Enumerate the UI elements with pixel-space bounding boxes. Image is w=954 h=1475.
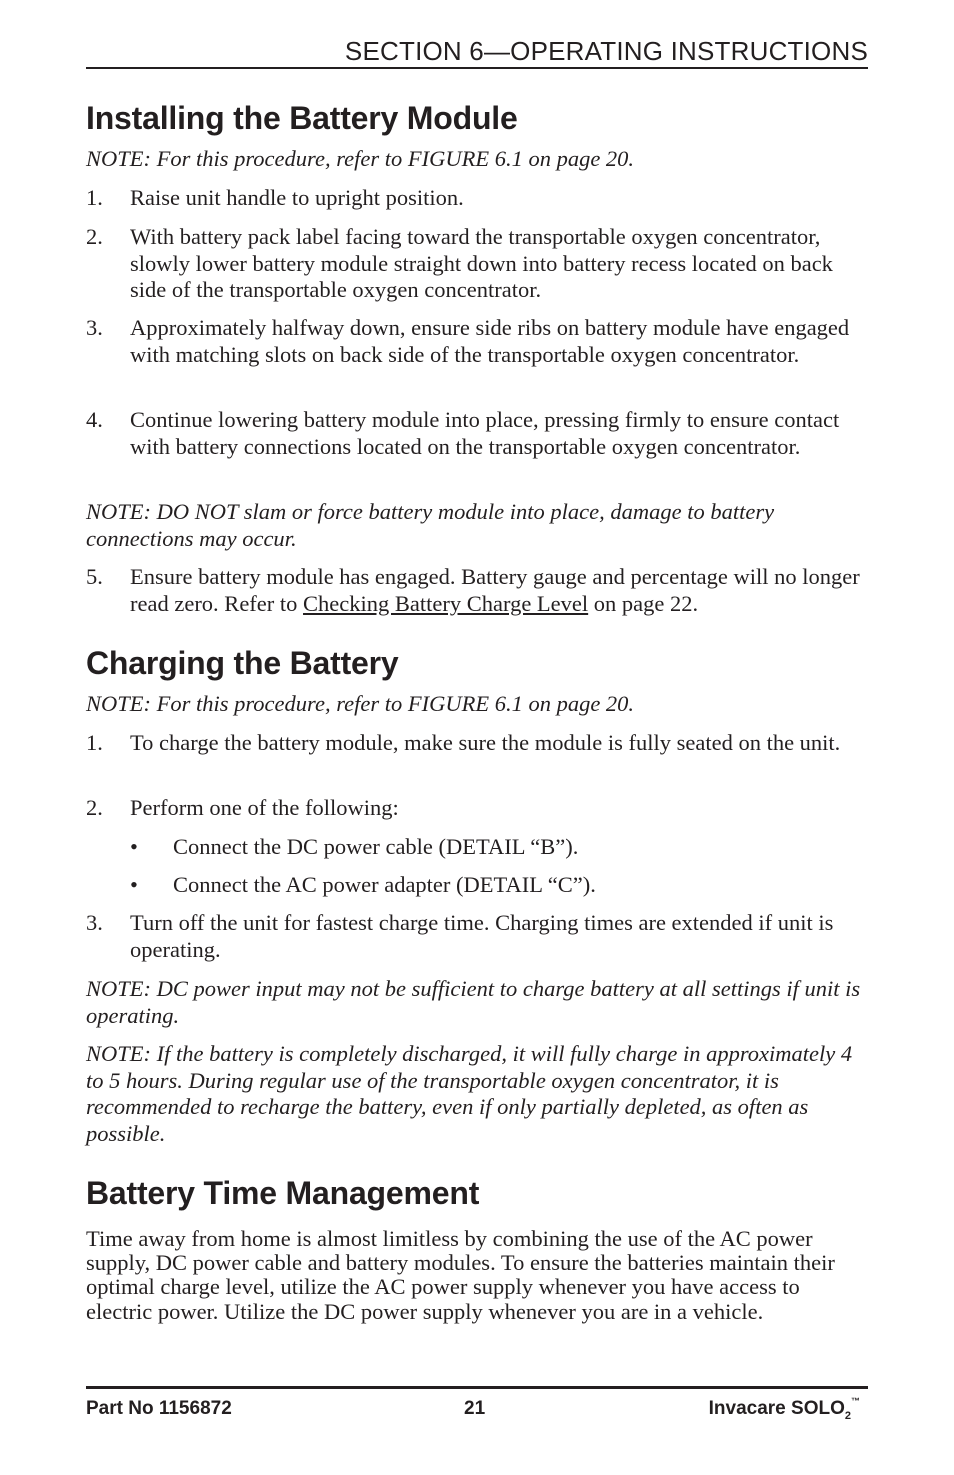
section-header: SECTION 6—OPERATING INSTRUCTIONS <box>344 36 868 66</box>
step-number: 4. <box>86 407 103 432</box>
trademark-symbol: ™ <box>851 1396 860 1406</box>
step-text: With battery pack label facing toward the transportable oxygen concentrator, slowly lower battery module straight down into battery recess located on back side of the transportable oxygen concentrator. <box>130 224 833 302</box>
list-item <box>86 224 868 304</box>
list-item <box>86 185 868 212</box>
list-item <box>86 795 868 822</box>
list-item <box>86 407 868 460</box>
step-text: Perform one of the following: <box>130 795 399 820</box>
heading-charging-battery: Charging the Battery <box>86 645 399 681</box>
cross-reference-link[interactable]: Checking Battery Charge Level <box>303 590 589 616</box>
list-item <box>86 730 868 757</box>
header-rule <box>86 67 868 69</box>
bullet-icon: • <box>130 872 138 897</box>
step-text: Turn off the unit for fastest charge time. Charging times are extended if unit is operating. <box>130 910 834 962</box>
step-number: 2. <box>86 224 103 249</box>
step-number: 3. <box>86 315 103 340</box>
list-item <box>86 910 868 963</box>
step-text-part: Ensure battery module has engaged. Battery gauge and percentage will no longer read zero. Refer to <box>130 564 860 616</box>
note-figure-reference: NOTE: For this procedure, refer to FIGURE 6.1 on page 20. <box>86 146 635 171</box>
product-subscript: 2 <box>844 1410 851 1422</box>
note-warning: NOTE: DO NOT slam or force battery module into place, damage to battery connections may occur. <box>86 499 775 551</box>
step-number: 2. <box>86 795 103 820</box>
step-text: Raise unit handle to upright position. <box>130 185 464 210</box>
footer-rule <box>86 1386 868 1389</box>
bullet-icon: • <box>130 834 138 859</box>
product-name <box>709 1398 860 1420</box>
bullet-item <box>130 872 868 899</box>
note-figure-reference: NOTE: For this procedure, refer to FIGURE 6.1 on page 20. <box>86 691 635 716</box>
heading-battery-time-management: Battery Time Management <box>86 1175 480 1211</box>
note-discharged-battery: NOTE: If the battery is completely discharged, it will fully charge in approximately 4 to 5 hours. During regular use of the transportable oxygen concentrator, it is recommended to recharge the battery, even if only partially depleted, as often as possible. <box>86 1041 853 1146</box>
note-dc-power: NOTE: DC power input may not be sufficient to charge battery at all settings if unit is operating. <box>86 976 861 1028</box>
step-number: 3. <box>86 910 103 935</box>
product-name-text: Invacare SOLO <box>708 1398 845 1419</box>
step-number: 5. <box>86 564 103 589</box>
bullet-text: Connect the AC power adapter (DETAIL “C”). <box>173 872 596 897</box>
step-text: Approximately halfway down, ensure side ribs on battery module have engaged with matching slots on back side of the transportable oxygen concentrator. <box>130 315 850 367</box>
step-text <box>130 564 868 617</box>
page-number: 21 <box>464 1398 486 1419</box>
list-item <box>86 564 868 617</box>
step-number: 1. <box>86 185 103 210</box>
step-text: To charge the battery module, make sure the module is fully seated on the unit. <box>130 730 841 755</box>
bullet-item <box>130 834 868 861</box>
step-text: Continue lowering battery module into place, pressing firmly to ensure contact with battery connections located on the transportable oxygen concentrator. <box>130 407 840 459</box>
part-number: Part No 1156872 <box>86 1398 232 1419</box>
step-text-part: on page 22. <box>588 590 699 616</box>
list-item <box>86 315 868 368</box>
bullet-text: Connect the DC power cable (DETAIL “B”). <box>173 834 579 859</box>
heading-installing-battery: Installing the Battery Module <box>86 100 518 136</box>
body-paragraph: Time away from home is almost limitless by combining the use of the AC power supply, DC power cable and battery modules. To ensure the batteries maintain their optimal charge level, utilize the AC power supply whenever you have access to electric power. Utilize the DC power supply whenever you are in a vehicle. <box>86 1226 835 1324</box>
step-number: 1. <box>86 730 103 755</box>
